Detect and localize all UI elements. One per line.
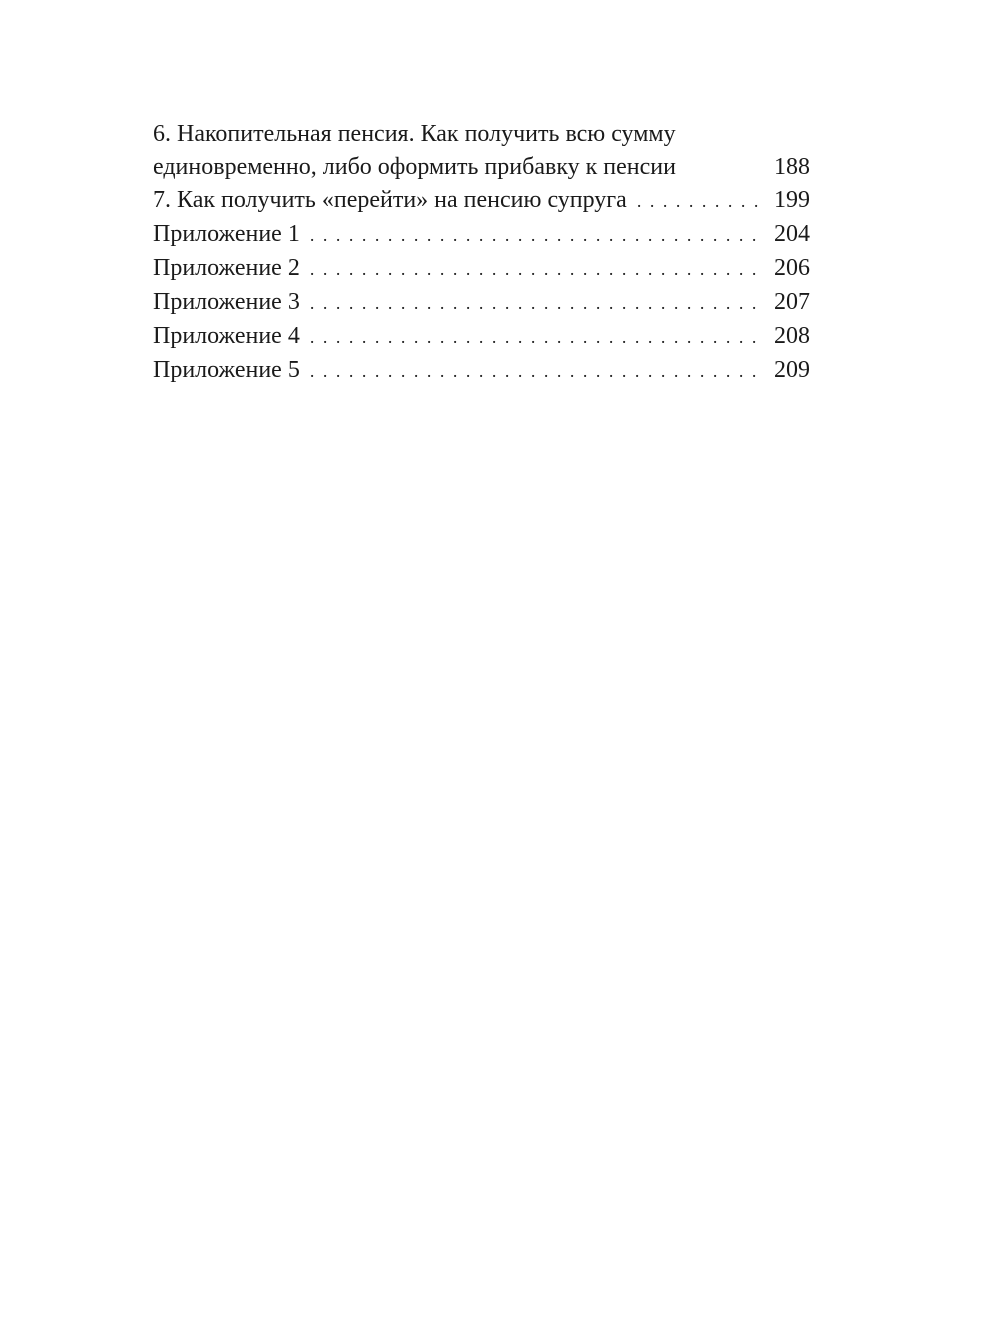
toc-entry-6-title-line-1: 6. Накопительная пенсия. Как получить всю сумму bbox=[153, 121, 676, 147]
toc-entry-page-number: 208 bbox=[774, 323, 810, 349]
toc-entry-appendix-1[interactable] bbox=[153, 218, 810, 252]
toc-entry-title: Приложение 1 bbox=[153, 221, 300, 247]
toc-entry-title: Приложение 5 bbox=[153, 357, 300, 383]
dot-leader bbox=[310, 253, 758, 286]
dot-leader bbox=[310, 355, 758, 388]
toc-entry-appendix-5[interactable] bbox=[153, 354, 810, 388]
toc-entry-title: Приложение 3 bbox=[153, 289, 300, 315]
toc-entry-6-page-number: 188 bbox=[774, 154, 810, 180]
toc-entry-appendix-4[interactable] bbox=[153, 320, 810, 354]
toc-entry-page-number: 206 bbox=[774, 255, 810, 281]
dot-leader bbox=[310, 321, 758, 354]
toc-entry-title: Приложение 4 bbox=[153, 323, 300, 349]
toc-entry-7[interactable] bbox=[153, 184, 810, 218]
toc-entry-6[interactable] bbox=[153, 118, 810, 184]
dot-leader bbox=[310, 287, 758, 320]
dot-leader bbox=[310, 219, 758, 252]
toc-entry-page-number: 209 bbox=[774, 357, 810, 383]
toc-entry-7-page-number: 199 bbox=[774, 187, 810, 213]
table-of-contents bbox=[153, 118, 810, 388]
toc-entry-title: Приложение 2 bbox=[153, 255, 300, 281]
toc-entry-appendix-2[interactable] bbox=[153, 252, 810, 286]
toc-entry-page-number: 207 bbox=[774, 289, 810, 315]
toc-entry-6-title-line-2: единовременно, либо оформить прибавку к пенсии bbox=[153, 154, 676, 180]
toc-entry-appendix-3[interactable] bbox=[153, 286, 810, 320]
dot-leader bbox=[637, 185, 758, 218]
toc-entry-7-title: 7. Как получить «перейти» на пенсию супруга bbox=[153, 187, 627, 213]
toc-entry-page-number: 204 bbox=[774, 221, 810, 247]
